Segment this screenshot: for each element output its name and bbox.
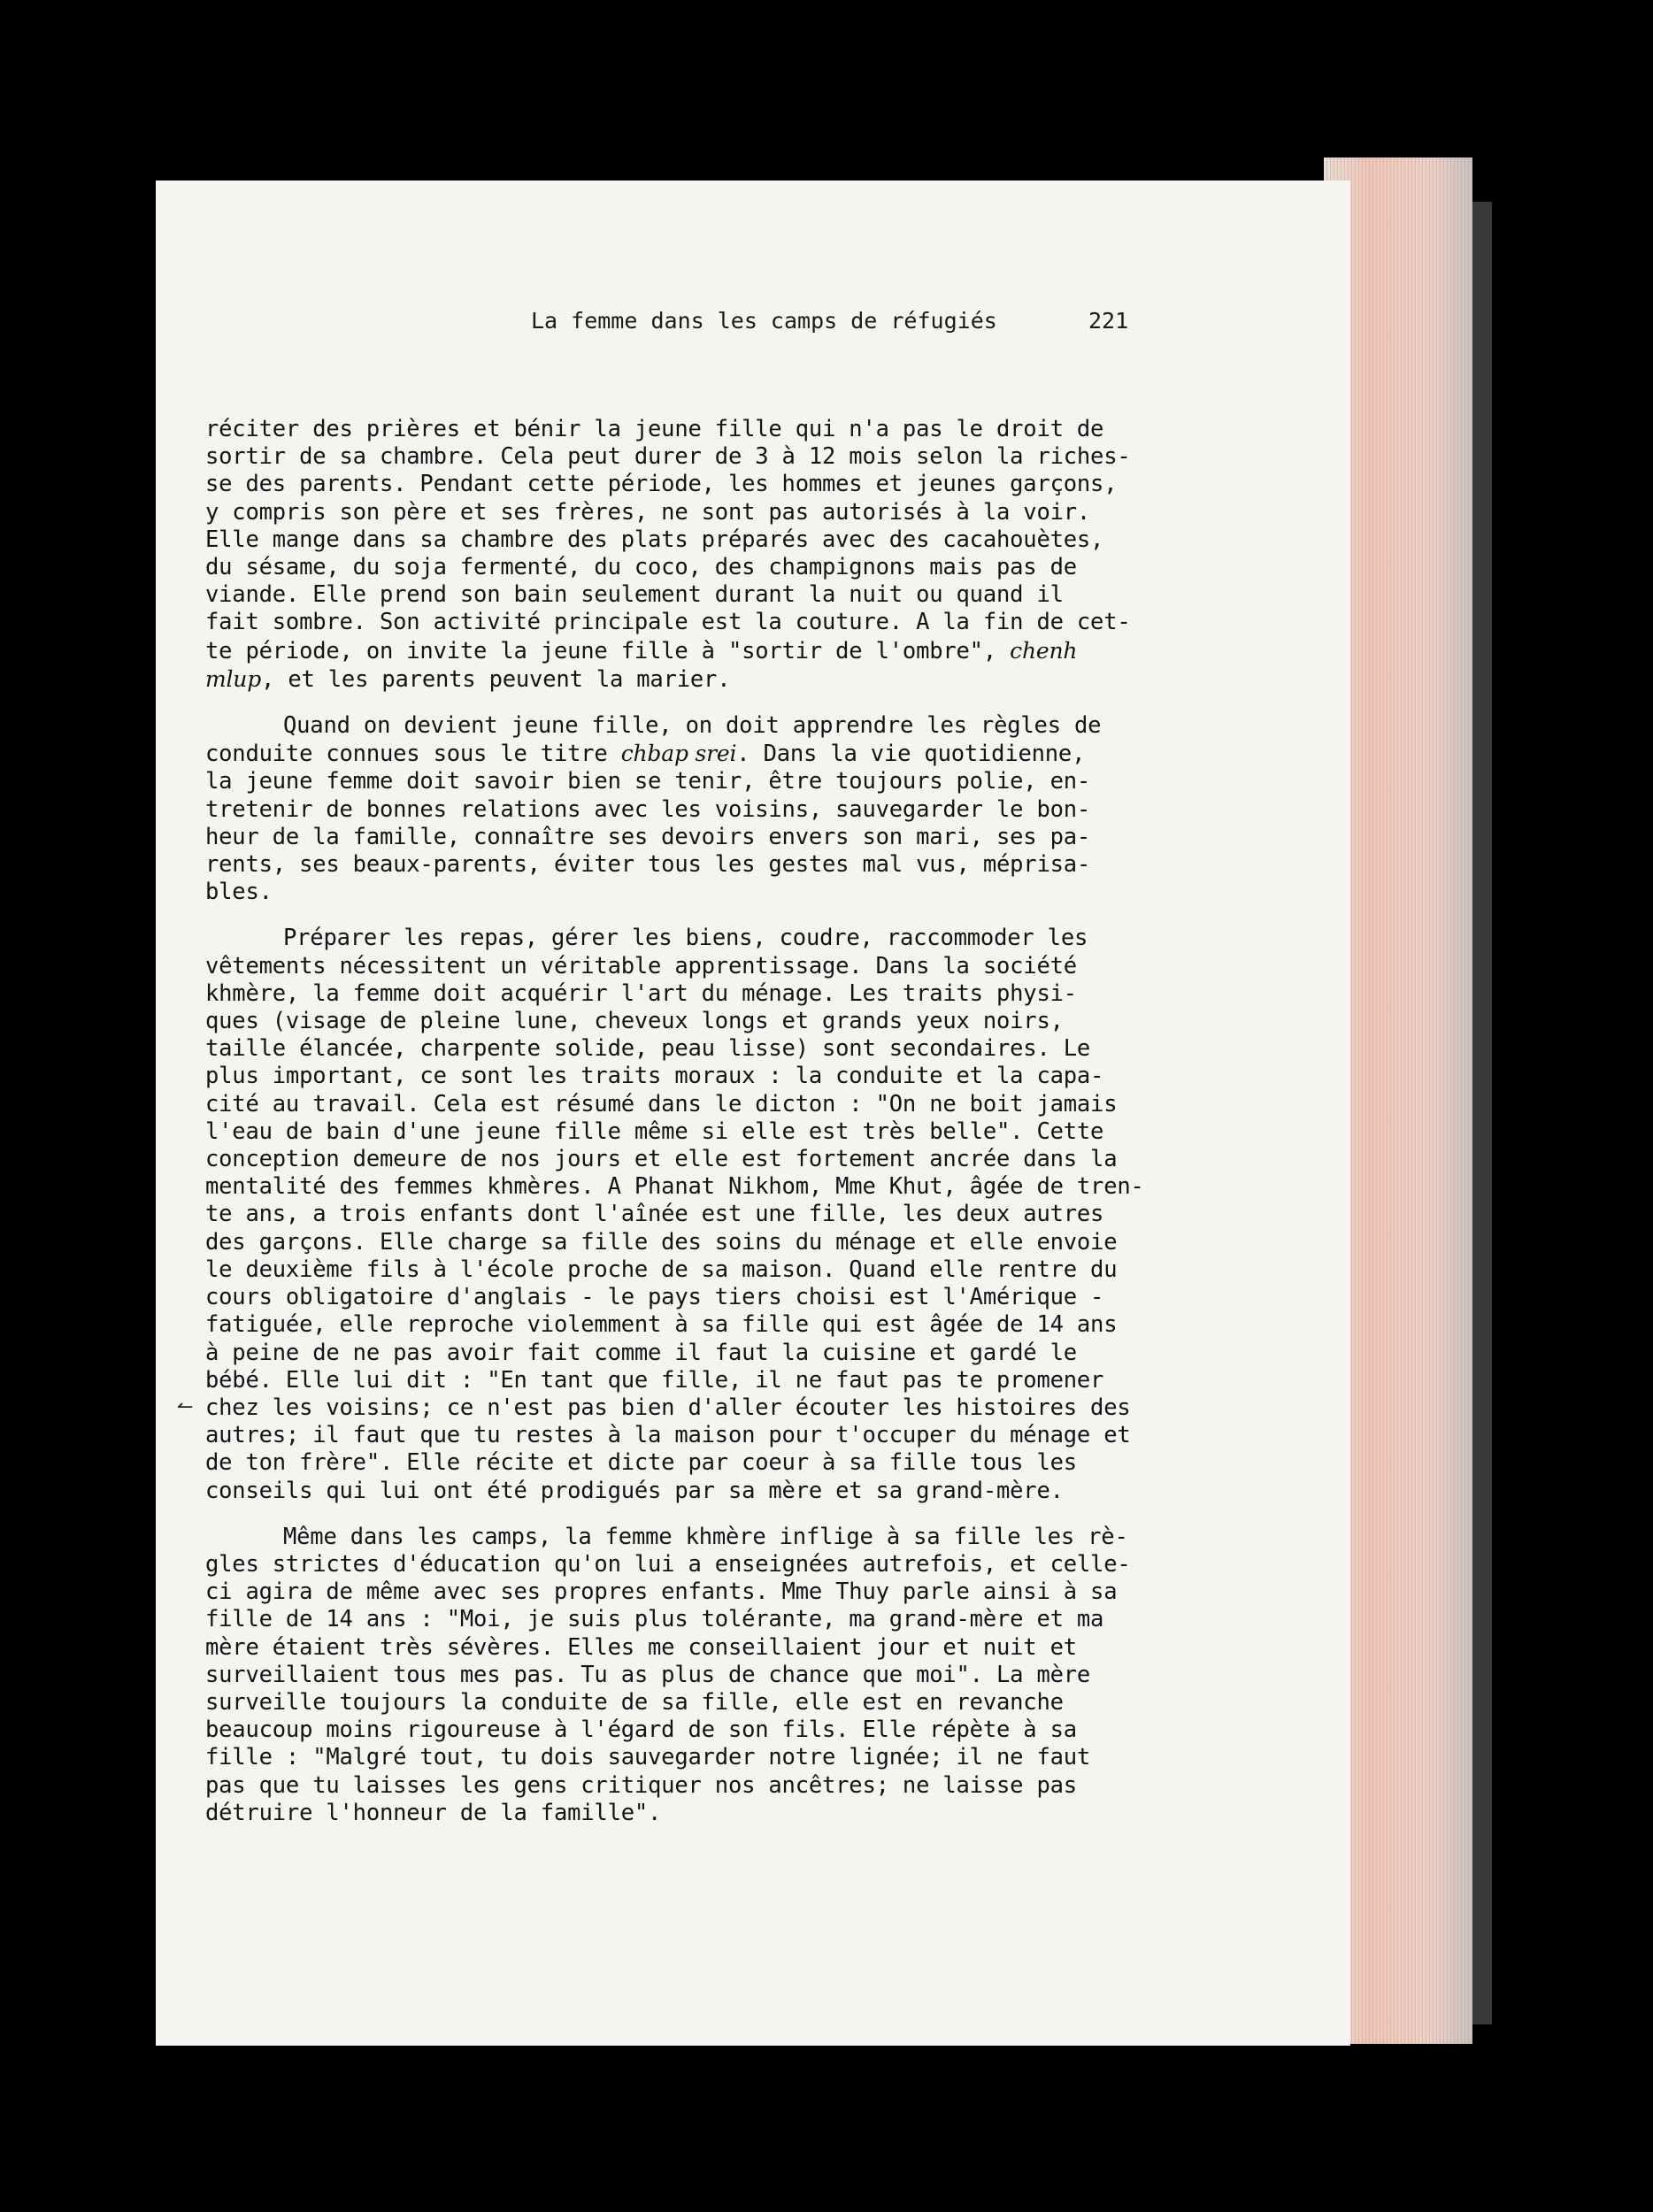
text-line: bébé. Elle lui dit : "En tant que fille, il ne faut pas te promener bbox=[205, 1366, 1104, 1394]
text-segment: conduite connues sous le titre bbox=[205, 741, 621, 768]
text-line: de ton frère". Elle récite et dicte par coeur à sa fille tous les bbox=[205, 1449, 1077, 1477]
text-segment: , et les parents peuvent la marier. bbox=[261, 665, 731, 693]
text-segment: . Dans la vie quotidienne, bbox=[736, 741, 1086, 768]
text-line: des garçons. Elle charge sa fille des soins du ménage et elle envoie bbox=[205, 1228, 1118, 1256]
text-line: autres; il faut que tu restes à la maison pour t'occuper du ménage et bbox=[205, 1422, 1131, 1449]
text-line: te ans, a trois enfants dont l'aînée est une fille, les deux autres bbox=[205, 1201, 1104, 1228]
text-line: à peine de ne pas avoir fait comme il faut la cuisine et gardé le bbox=[205, 1339, 1077, 1366]
text-line: surveillaient tous mes pas. Tu as plus de chance que moi". La mère bbox=[205, 1661, 1091, 1688]
text-line: mentalité des femmes khmères. A Phanat Nikhom, Mme Khut, âgée de tren- bbox=[205, 1173, 1144, 1201]
text-line: surveille toujours la conduite de sa fille, elle est en revanche bbox=[205, 1688, 1064, 1716]
text-line: Elle mange dans sa chambre des plats préparés avec des cacahouètes, bbox=[205, 526, 1104, 553]
text-line: ques (visage de pleine lune, cheveux longs et grands yeux noirs, bbox=[205, 1008, 1064, 1035]
text-line: khmère, la femme doit acquérir l'art du ménage. Les traits physi- bbox=[205, 979, 1077, 1007]
text-line: se des parents. Pendant cette période, les hommes et jeunes garçons, bbox=[205, 471, 1118, 498]
text-line: la jeune femme doit savoir bien se tenir, être toujours polie, en- bbox=[205, 768, 1091, 795]
text-line: chez les voisins; ce n'est pas bien d'aller écouter les histoires des bbox=[205, 1394, 1131, 1421]
italic-term-chbap-srei: chbap srei bbox=[620, 741, 737, 767]
text-line: conseils qui lui ont été prodigués par sa mère et sa grand-mère. bbox=[205, 1477, 1064, 1504]
text-line: vêtements nécessitent un véritable apprentissage. Dans la société bbox=[205, 952, 1077, 979]
text-line: sortir de sa chambre. Cela peut durer de 3 à 12 mois selon la riches- bbox=[205, 443, 1131, 471]
text-line: Même dans les camps, la femme khmère inflige à sa fille les rè- bbox=[283, 1523, 1128, 1550]
text-line: rents, ses beaux-parents, éviter tous les gestes mal vus, méprisa- bbox=[205, 851, 1091, 879]
book-back-cover-edge bbox=[1472, 202, 1492, 2024]
text-line: détruire l'honneur de la famille". bbox=[205, 1799, 662, 1826]
pencil-margin-mark: ↼ bbox=[177, 1396, 194, 1418]
text-line-with-term bbox=[205, 740, 1179, 768]
text-line: fait sombre. Son activité principale est la couture. A la fin de cet- bbox=[205, 609, 1131, 636]
text-line: taille élancée, charpente solide, peau lisse) sont secondaires. Le bbox=[205, 1035, 1091, 1063]
text-line-with-term bbox=[205, 637, 1179, 665]
text-line: mère étaient très sévères. Elles me conseillaient jour et nuit et bbox=[205, 1633, 1077, 1661]
italic-term-mlup: mlup bbox=[205, 665, 262, 692]
text-line: pas que tu laisses les gens critiquer nos ancêtres; ne laisse pas bbox=[205, 1771, 1077, 1799]
text-line: fille de 14 ans : "Moi, je suis plus tolérante, ma grand-mère et ma bbox=[205, 1606, 1104, 1633]
text-line: fatiguée, elle reproche violemment à sa fille qui est âgée de 14 ans bbox=[205, 1311, 1118, 1339]
text-line: cours obligatoire d'anglais - le pays tiers choisi est l'Amérique - bbox=[205, 1284, 1104, 1311]
text-line: cité au travail. Cela est résumé dans le dicton : "On ne boit jamais bbox=[205, 1090, 1118, 1118]
text-line: viande. Elle prend son bain seulement durant la nuit ou quand il bbox=[205, 581, 1064, 609]
paragraph-2 bbox=[205, 712, 1179, 906]
italic-term-chenh: chenh bbox=[1010, 637, 1078, 664]
text-line: Préparer les repas, gérer les biens, coudre, raccommoder les bbox=[283, 925, 1088, 952]
text-line: conception demeure de nos jours et elle est fortement ancrée dans la bbox=[205, 1146, 1118, 1173]
paragraph-4 bbox=[205, 1524, 1179, 1827]
text-line: plus important, ce sont les traits moraux : la conduite et la capa- bbox=[205, 1063, 1104, 1090]
page-number: 221 bbox=[1088, 308, 1129, 334]
text-line: beaucoup moins rigoureuse à l'égard de son fils. Elle répète à sa bbox=[205, 1717, 1077, 1744]
text-line: tretenir de bonnes relations avec les voisins, sauvegarder le bon- bbox=[205, 795, 1091, 823]
paragraph-1 bbox=[205, 416, 1179, 694]
text-line: y compris son père et ses frères, ne sont pas autorisés à la voir. bbox=[205, 498, 1091, 526]
text-line: heur de la famille, connaître ses devoirs envers son mari, ses pa- bbox=[205, 823, 1091, 850]
text-line: Quand on devient jeune fille, on doit apprendre les règles de bbox=[283, 712, 1102, 740]
text-segment: te période, on invite la jeune fille à "sortir de l'ombre", bbox=[205, 637, 1011, 664]
text-line: fille : "Malgré tout, tu dois sauvegarder notre lignée; il ne faut bbox=[205, 1744, 1091, 1771]
text-line-with-term bbox=[205, 665, 1179, 694]
text-line: gles strictes d'éducation qu'on lui a enseignées autrefois, et celle- bbox=[205, 1550, 1131, 1578]
text-line: l'eau de bain d'une jeune fille même si elle est très belle". Cette bbox=[205, 1118, 1104, 1145]
paragraph-3 bbox=[205, 925, 1179, 1504]
text-line: du sésame, du soja fermenté, du coco, des champignons mais pas de bbox=[205, 554, 1077, 581]
text-line: le deuxième fils à l'école proche de sa maison. Quand elle rentre du bbox=[205, 1256, 1118, 1283]
running-header bbox=[531, 308, 1168, 343]
text-line: bles. bbox=[205, 879, 273, 906]
text-line: ci agira de même avec ses propres enfants. Mme Thuy parle ainsi à sa bbox=[205, 1578, 1118, 1606]
body-text bbox=[205, 416, 1179, 1846]
text-line: réciter des prières et bénir la jeune fille qui n'a pas le droit de bbox=[205, 416, 1104, 442]
running-header-title: La femme dans les camps de réfugiés bbox=[531, 308, 997, 334]
